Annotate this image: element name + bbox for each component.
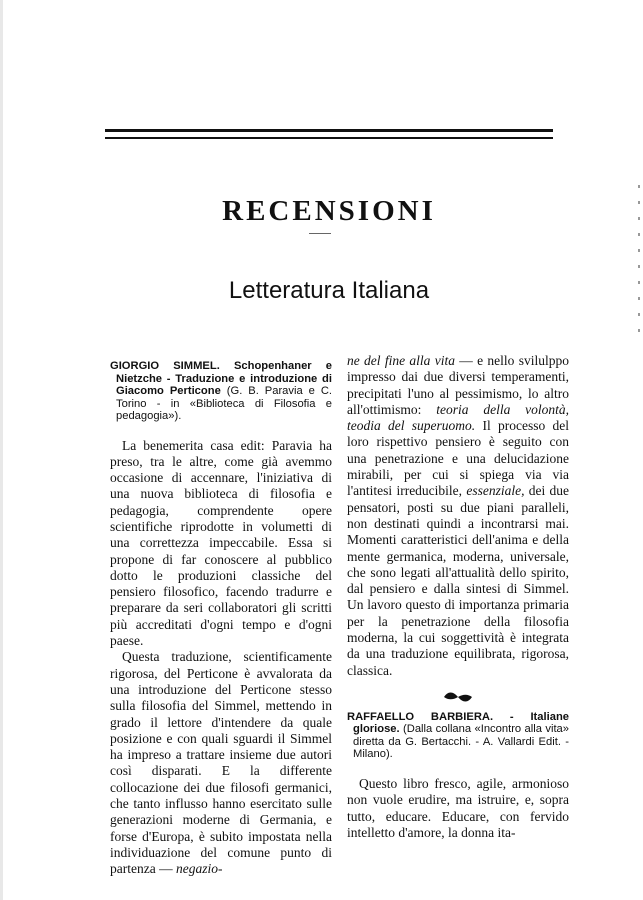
review1-italic-phrase-2: teoria della volontà, teodia del superuomo. [347, 401, 570, 434]
review1-paragraph-2 [110, 649, 332, 877]
section-title: RECENSIONI [222, 195, 436, 227]
ornament-divider [347, 689, 569, 703]
review1-paragraph-2-text: Questa traduzione, scientificamente rigorosa, del Perticone è avvalorata da una introduzione del Perticone stesso sulla filosofia del Simmel, mettendo in grado il lettore d'intendere da quale posizione e con quali sguardi il Simmel ha impreso a trattare insieme due autori così disparati. E la differente collocazione dei due filosofi germanici, che tanto influsso hanno esercitato sulle generazioni moderne di Germania, e forse d'Europa, è subito impostata nella individuazione del comune punto di partenza — [110, 649, 332, 877]
header-rule-thin [105, 137, 553, 139]
review1-text-2: Il processo del loro rispettivo pensiero è seguito con una penetrazione e una delucidazione mirabili, per cui si spiega via via l'antitesi irreducibile, [347, 418, 569, 499]
review2-paragraph-1: Questo libro fresco, agile, armonioso non vuole erudire, ma istruire, e, sopra tutto, educare. Educare, con fervido intelletto d'amore, la donna ita- [347, 775, 569, 840]
left-column [110, 360, 332, 878]
header-rule-thick [105, 129, 553, 132]
review1-heading [110, 360, 332, 423]
review2-heading [347, 711, 569, 761]
review1-paragraph-3 [347, 353, 569, 679]
review1-title: GIORGIO SIMMEL. Schopenhaner e Nietzche - Traduzione e introduzione di Giacomo Perticone [110, 360, 332, 397]
review2-title: RAFFAELLO BARBIERA. - Italiane gloriose. [347, 710, 569, 736]
margin-marks [637, 185, 641, 335]
review1-text-1: — e nello svilulppo impresso dai due diversi temperamenti, precipitati l'uno al pessimismo, lo altro all'ottimismo: [347, 353, 569, 417]
review2-publisher: (Dalla collana «Incontro alla vita» diretta da G. Bertacchi. - A. Vallardi Edit. - Milano). [353, 723, 569, 761]
review1-paragraph-1: La benemerita casa edit: Paravia ha preso, tra le altre, come già avemmo occasione di accennare, l'iniziativa di una nuova biblioteca di filosofia e pedagogia, comprendente opere scientifiche riprodotte in volumetti di una correttezza impeccabile. Essa si propone di far conoscere al pubblico dotto le produzioni classiche del pensiero filosofico, facendo tradurre e preparare da seri collaboratori gli scritti più accreditati d'ogni tempo e d'ogni paese. [110, 437, 332, 649]
review1-italic-phrase-3: essenziale, [466, 483, 525, 499]
review1-publisher: (G. B. Paravia e C. Torino - in «Biblioteca di Filosofia e pedagogia»). [116, 385, 333, 422]
subsection-title: Letteratura Italiana [228, 277, 430, 304]
title-underline [309, 233, 331, 234]
review1-italic-phrase-1: ne del fine alla vita [347, 353, 455, 368]
review1-paragraph-2-italic: negazio- [175, 861, 223, 877]
review1-text-3: dei due pensatori, posti su due piani paralleli, non destinati quindi a incontrarsi mai. Momenti caratteristici dell'anima e della mente germanica, moderna, universale, che sono legati all'attualità dello spirito, dal pensiero e dalla sintesi di Simmel. Un lavoro questo di importanza primaria per la penetrazione della filosofia moderna, la cui soggettività è integrata da una traduzione equilibrata, rigorosa, classica. [347, 483, 569, 678]
right-column [347, 353, 569, 841]
page-edge [0, 0, 3, 900]
ornament-icon [443, 691, 473, 703]
